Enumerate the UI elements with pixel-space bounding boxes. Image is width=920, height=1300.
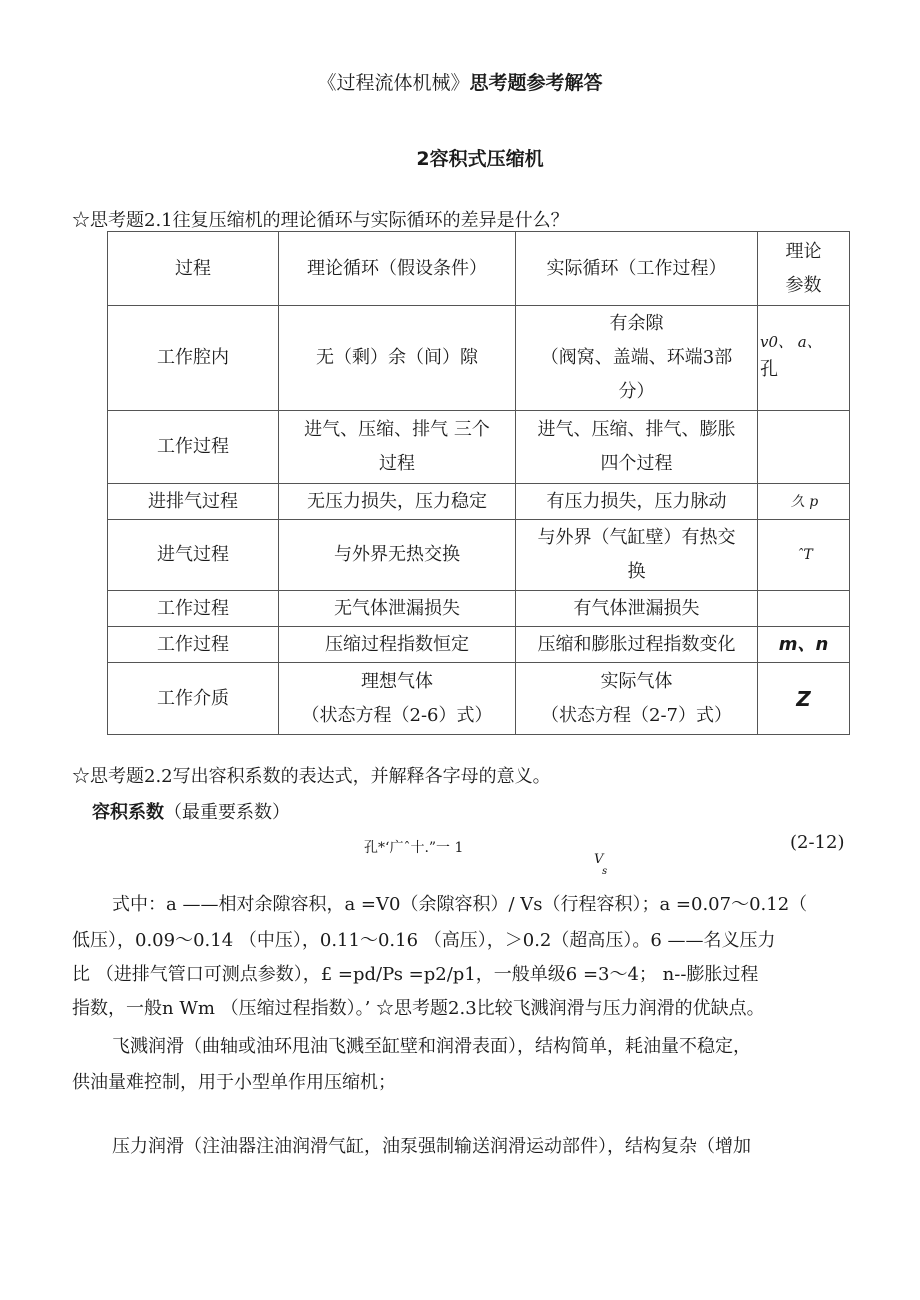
cell-process: 工作过程 [108,411,279,484]
cell-line: 有余隙 [609,313,664,334]
cell-param: m、n [758,627,850,663]
cell-theory: 压缩过程指数恒定 [279,627,516,663]
cell-param [758,306,850,411]
cell-line: 换 [627,561,646,582]
header-param-line: 参数 [785,274,822,296]
cell-line: 理想气体 [361,670,433,692]
question-2-2: ☆思考题2.2写出容积系数的表达式，并解释各字母的意义。 [72,766,551,787]
pressure-lubrication-line-1: 压力润滑（注油器注油润滑气缸，油泵强制输送润滑运动部件），结构复杂（增加 [112,1136,751,1157]
explain-line-3: 比 （进排气管口可测点参数），£ =pd/Ps =p2/p1，一般单级6 =3〜4； n--膨胀过程 [72,964,759,985]
header-param-line: 理论 [785,240,822,262]
cell-actual [516,306,758,411]
title-bold: 思考题参考解答 [469,72,603,94]
cell-actual [516,411,758,484]
header-actual: 实际循环（工作过程） [516,232,758,306]
table-row [108,663,850,735]
cell-line: 过程 [379,453,415,474]
cell-theory: 无气体泄漏损失 [279,591,516,627]
explain-line-1: 式中：a ——相对余隙容积，a =V0（余隙容积）/ Vs（行程容积）；a =0.07〜0.12（ [112,894,808,915]
cell-line: 实际气体 [600,670,673,692]
table-row [108,627,850,663]
formula-denominator: V [594,852,604,867]
table-row [108,306,850,411]
question-2-1: ☆思考题2.1往复压缩机的理论循环与实际循环的差异是什么？ [72,210,569,231]
cell-line: 与外界（气缸壁）有热交 [537,527,736,548]
cell-process: 工作过程 [108,627,279,663]
cell-line: 分） [618,381,655,402]
cell-param [758,591,850,627]
cell-theory: 与外界无热交换 [279,520,516,591]
splash-lubrication-line-2: 供油量难控制，用于小型单作用压缩机； [72,1072,396,1093]
cell-theory [279,663,516,735]
cell-actual [516,520,758,591]
cell-actual: 有气体泄漏损失 [516,591,758,627]
cell-process: 工作腔内 [108,306,279,411]
chapter-heading: 2容积式压缩机 [416,148,544,170]
formula: 孔*‘广ˆ十.”一 1 [364,840,464,856]
cell-line: 进气、压缩、排气、膨胀 [537,419,736,440]
document-title [0,68,920,95]
heading-rest: （最重要系数） [164,802,290,823]
explain-line-2: 低压），0.09〜0.14 （中压），0.11〜0.16 （高压），＞0.2（超高压）。6 ——名义压力 [72,930,776,951]
table-header-row [108,232,850,306]
cell-process: 进排气过程 [108,484,279,520]
cell-theory: 无（剩）余（间）隙 [279,306,516,411]
cell-line: （阀窝、盖端、环端3部 [540,347,733,368]
header-param [758,232,850,306]
header-process: 过程 [108,232,279,306]
title-plain: 《过程流体机械》 [317,72,470,94]
cell-process: 工作介质 [108,663,279,735]
cell-process: 进气过程 [108,520,279,591]
cell-param: ˆT [758,520,850,591]
table-row [108,591,850,627]
volume-coefficient-heading [92,796,290,830]
heading-bold: 容积系数 [92,802,164,823]
cell-param: 久 p [758,484,850,520]
cell-line: （状态方程（2-7）式） [541,704,732,726]
table-row [108,411,850,484]
equation-number: (2-12) [790,832,845,853]
formula-denominator-sub: s [602,866,608,877]
cell-param: Z [758,663,850,735]
explain-line-4: 指数，一般n Wm （压缩过程指数）。’ ☆思考题2.3比较飞溅润滑与压力润滑的优缺点。 [72,998,765,1019]
cell-actual: 压缩和膨胀过程指数变化 [516,627,758,663]
cell-line: （状态方程（2-6）式） [301,704,493,726]
cell-theory [279,411,516,484]
cell-line: 进气、压缩、排气 三个 [304,419,490,440]
splash-lubrication-line-1: 飞溅润滑（曲轴或油环甩油飞溅至缸壁和润滑表面），结构简单，耗油量不稳定， [112,1036,751,1057]
comparison-table [107,231,850,735]
cell-line: 四个过程 [600,453,673,474]
cell-actual [516,663,758,735]
header-theory: 理论循环（假设条件） [279,232,516,306]
table-row [108,520,850,591]
cell-process: 工作过程 [108,591,279,627]
cell-param [758,411,850,484]
cell-line: 孔 [760,359,778,380]
cell-line: v0、 a、 [760,333,822,351]
cell-theory: 无压力损失，压力稳定 [279,484,516,520]
table-row [108,484,850,520]
cell-actual: 有压力损失，压力脉动 [516,484,758,520]
